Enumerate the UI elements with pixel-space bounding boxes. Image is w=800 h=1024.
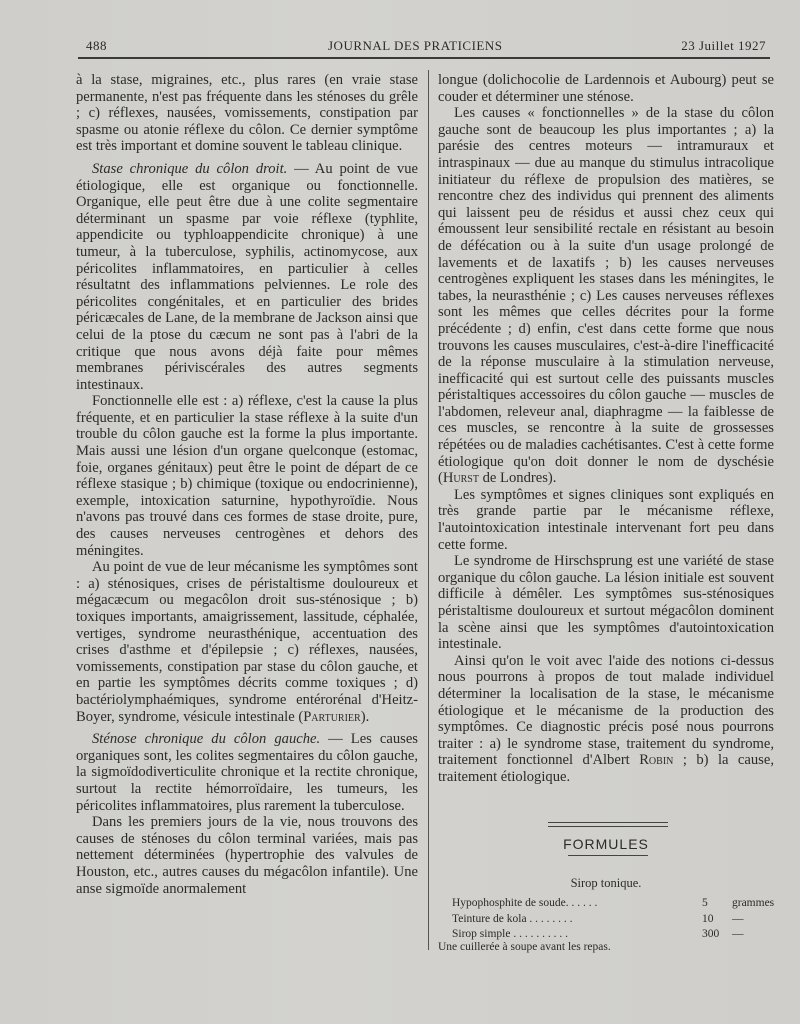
section-double-rule xyxy=(548,822,668,827)
paragraph-body: — Au point de vue étiologique, elle est organique ou fonctionnelle. Organique, elle peut être due à une colite segmentaire déterminant un spasme par voie réflexe (typhlite, appendicite ou typhloappendicite chronique) à une tumeur, à la tuberculose, syphilis, actinomycose, aux péricolites inflammatoires, en particulier à celles résultatnt des inflammations pelviennes. Le role des péricolites congénitales, et en particulier des brides péricæcales de Lane, de la membrane de Jackson ainsi que celui de la ptose du cæcum ne sont pas à l'abri de la critique que nous avons déjà faite pour mêmes membranes périviscérales des autres segments intestinaux. xyxy=(76,160,418,393)
paragraph-body: — Les causes organiques sont, les colites segmentaires du côlon gauche, la sigmoïdodiverticulite chronique et la rectite chronique, surtout la rectite hémorroïdaire, les tumeurs, les péricolites inflammatoires, plus rarement la tuberculose. xyxy=(76,731,418,814)
right-column xyxy=(438,72,774,786)
ingredient-name: Hypophosphite de soude. . . . . . xyxy=(452,897,598,909)
formules-heading: FORMULES xyxy=(563,836,649,852)
ingredient-unit: — xyxy=(732,912,744,925)
paragraph: Fonctionnelle elle est : a) réflexe, c'est la cause la plus fréquente, et en particulier la stase réflexe à la suite d'un trouble du côlon gauche est la forme la plus importante. Mais aussi une lésion d'un organe quelconque (estomac, foie, organes génitaux) peut être le point de départ de ce réflexe stasique ; b) chimique (toxique ou endocrinienne), exemple, intoxication saturnine, hypothyroïdie. Nous n'avons pas trouvé dans ces formes de stase droite, pure, des causes nerveuses centrogènes et dehors des méningites. xyxy=(76,393,418,559)
journal-title: JOURNAL DES PRATICIENS xyxy=(328,38,503,53)
ingredient-quantity: 10 xyxy=(702,912,714,925)
paragraph-body: Les causes « fonctionnelles » de la stase du côlon gauche sont de beaucoup les plus importantes ; a) la parésie des centres moteurs — intramuraux et intraspinaux — due au manque du stimulus intracolique initiateur du réflexe de propulsion des matières, se rencontre chez des individus qui prennent des aliments qui laissent peu de résidus et aussi chez ceux qui émoussent leur sensibilité rectale en résistant au besoin de défécation ou à la suite d'un usage prolongé de lavements et de laxatifs ; b) les causes nerveuses centrogènes expliquent les stases dans les méningites, le tabes, la neurasthénie ; c) Les causes nerveuses réflexes sont les mêmes que celles décrites pour la forme précédente ; d) enfin, c'est dans cette forme que nous trouvons les causes musculaires, c'est-à-dire l'inefficacité de la réponse musculaire à la stimulation nerveuse, inefficacité qui est surtout celle des puissants muscles péristaltiques accessoires du côlon gauche — muscles de l'abdomen, releveur anal, diaphragme — la faiblesse de ces muscles, se rencontre à la suite de grossesses répétées ou de maladies cachétisantes. C'est à cette forme étiologique qu'on doit donner le nom de dyschésie ( xyxy=(438,105,774,487)
paragraph-causes-fonctionnelles xyxy=(438,105,774,487)
paragraph: Le syndrome de Hirschsprung est une variété de stase organique du côlon gauche. La lésion initiale est souvent difficile à démêler. Les symptômes sus-sténosiques péristaltisme douloureux et surtout mégacôlon dominent la scène ainsi que les symptômes d'autointoxication intestinale. xyxy=(438,553,774,653)
dosage-note: Une cuillerée à soupe avant les repas. xyxy=(438,941,611,953)
paragraph-stenose-colon-gauche xyxy=(76,731,418,814)
paragraph-body: Au point de vue de leur mécanisme les symptômes sont : a) sténosiques, crises de péristaltisme douloureux et mégacæcum ou megacôlon droit sus-sténosique ; b) toxiques importants, amaigrissement, lassitude, céphalée, vertiges, syndrome neurasthénique, accentuation des crises d'asthme et d'épilepsie ; c) réflexes, nausées, vomissements, constipation par stase du côlon gauche, et en partie les symptômes décrits comme toxiques ; d) bactériolymphaémiques, syndrome entérorénal d'Heitz-Boyer, syndrome, vésicule intestinale ( xyxy=(76,559,418,725)
issue-date: 23 Juillet 1927 xyxy=(681,38,766,53)
header-rule xyxy=(78,57,770,59)
recipe-row xyxy=(452,896,775,912)
ingredient-quantity: 5 xyxy=(702,897,708,909)
paragraph: longue (dolichocolie de Lardennois et Aubourg) peut se couder et déterminer une sténose. xyxy=(438,72,774,105)
page-number: 488 xyxy=(86,38,107,53)
paragraph-tail: ). xyxy=(360,708,370,725)
paragraph-body: Ainsi qu'on le voit avec l'aide des notions ci-dessus nous pourrons à propos de tout malade individuel déterminer la localisation de la stase, le mécanisme étiologique et le mécanisme de la production des symptômes. Ce diagnostic précis posé nous pourrons traiter : a) le syndrome stase, traitement du syndrome, traitement fonctionnel d'Albert xyxy=(438,652,774,769)
paragraph-mecanisme xyxy=(76,559,418,725)
author-name: Robin xyxy=(639,752,674,769)
recipe-row xyxy=(452,912,770,928)
paragraph: à la stase, migraines, etc., plus rares (en vraie stase permanente, n'est pas fréquente dans les sténoses du grêle ; c) réflexes, nausées, vomissements, constipation par spasme ou atonie réflexe du côlon. Ce dernier symptôme est très important et domine souvent le tableau clinique. xyxy=(76,72,418,155)
column-divider xyxy=(428,70,429,950)
left-column xyxy=(76,72,418,897)
paragraph-conclusion xyxy=(438,653,774,786)
ingredient-unit: — xyxy=(732,928,744,940)
ingredient-unit: grammes xyxy=(732,897,775,909)
recipe-title: Sirop tonique. xyxy=(570,876,642,890)
section-heading: Sténose chronique du côlon gauche. xyxy=(92,731,321,748)
recipe-list xyxy=(452,896,775,943)
ingredient-name: Teinture de kola . . . . . . . . xyxy=(452,912,573,925)
running-header xyxy=(86,38,766,56)
author-name: Hurst xyxy=(442,470,479,487)
paragraph: Dans les premiers jours de la vie, nous trouvons des causes de sténoses du côlon terminal variées, mais pas nettement déterminées (hypertrophie des valvules de Houston, etc., autres causes du mégacôlon infantile). Une anse sigmoïde anormalement xyxy=(76,814,418,897)
heading-underline xyxy=(568,855,648,856)
ingredient-quantity: 300 xyxy=(702,928,720,940)
author-name: Parturier xyxy=(303,708,361,725)
paragraph: Les symptômes et signes cliniques sont expliqués en très grande partie par le mécanisme réflexe, l'autointoxication intestinale intervenant fort peu dans cette forme. xyxy=(438,486,774,553)
section-heading: Stase chronique du côlon droit. xyxy=(92,160,288,177)
paragraph-stase-colon-droit xyxy=(76,161,418,393)
paragraph-tail: ; b) la cause, traitement étiologique. xyxy=(438,752,774,785)
ingredient-name: Sirop simple . . . . . . . . . . xyxy=(452,928,568,940)
paragraph-tail: de Londres). xyxy=(478,470,557,487)
